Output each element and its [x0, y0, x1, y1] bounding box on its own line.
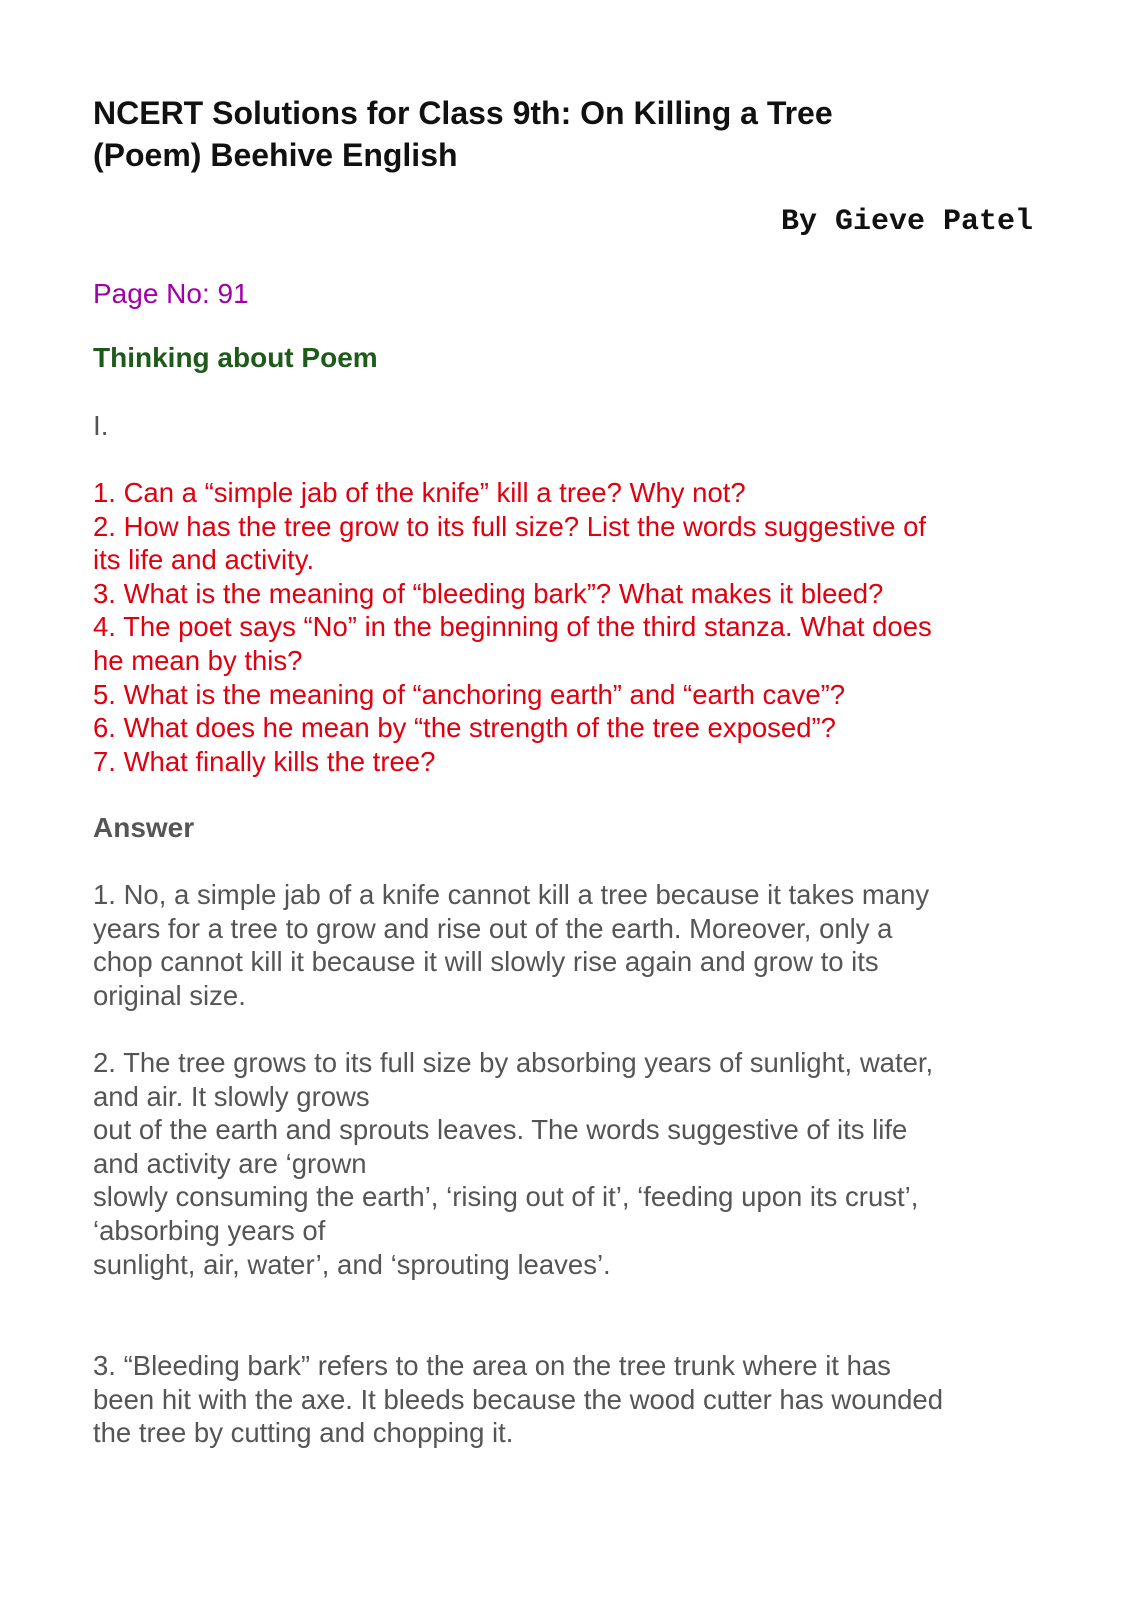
question-item — [93, 745, 1033, 779]
answer-line: 1. No, a simple jab of a knife cannot kill a tree because it takes many — [93, 879, 930, 910]
page-number: Page No: 91 — [93, 278, 249, 309]
question-item — [93, 510, 1033, 577]
answer-line: slowly consuming the earth’, ‘rising out of it’, ‘feeding upon its crust’, — [93, 1181, 919, 1213]
answer-line: been hit with the axe. It bleeds because the wood cutter has wounded — [93, 1383, 944, 1415]
question-item — [93, 711, 1033, 745]
answer-line: 2. The tree grows to its full size by absorbing years of sunlight, water, — [93, 1047, 934, 1078]
answer-line: and activity are ‘grown — [93, 1147, 367, 1179]
answer-paragraph-1 — [93, 878, 1033, 1012]
question-line: 7. What finally kills the tree? — [93, 745, 436, 777]
answer-line: chop cannot kill it because it will slowly rise again and grow to its — [93, 946, 879, 978]
question-line: he mean by this? — [93, 644, 303, 676]
answer-paragraph-3 — [93, 1349, 1033, 1450]
question-list — [93, 476, 1033, 778]
answer-line: original size. — [93, 979, 246, 1011]
author-byline: By Gieve Patel — [780, 205, 1033, 239]
answer-line: out of the earth and sprouts leaves. The words suggestive of its life — [93, 1114, 908, 1146]
question-item — [93, 610, 1033, 677]
answer-paragraph-2 — [93, 1046, 1033, 1281]
question-item — [93, 577, 1033, 611]
title-line-2: (Poem) Beehive English — [93, 137, 458, 173]
question-item — [93, 678, 1033, 712]
question-line: 1. Can a “simple jab of the knife” kill a tree? Why not? — [93, 477, 746, 508]
answer-line: the tree by cutting and chopping it. — [93, 1417, 514, 1449]
part-label: I. — [93, 410, 109, 441]
question-line: 6. What does he mean by “the strength of the tree exposed”? — [93, 712, 836, 744]
question-line: 2. How has the tree grow to its full size? List the words suggestive of — [93, 510, 927, 542]
question-line: 3. What is the meaning of “bleeding bark”? What makes it bleed? — [93, 577, 884, 609]
question-line: 5. What is the meaning of “anchoring earth” and “earth cave”? — [93, 678, 846, 710]
answer-heading: Answer — [93, 812, 195, 843]
page-title — [93, 92, 993, 176]
question-line: its life and activity. — [93, 544, 315, 576]
question-line: 4. The poet says “No” in the beginning of the third stanza. What does — [93, 611, 932, 643]
answer-line: and air. It slowly grows — [93, 1080, 370, 1112]
answer-line: sunlight, air, water’, and ‘sprouting leaves’. — [93, 1248, 611, 1280]
answer-line: ‘absorbing years of — [93, 1214, 326, 1246]
title-line-1: NCERT Solutions for Class 9th: On Killing a Tree — [93, 95, 833, 131]
section-heading: Thinking about Poem — [93, 342, 378, 373]
answer-line: 3. “Bleeding bark” refers to the area on the tree trunk where it has — [93, 1350, 891, 1381]
question-item — [93, 476, 1033, 510]
answer-line: years for a tree to grow and rise out of the earth. Moreover, only a — [93, 912, 893, 944]
